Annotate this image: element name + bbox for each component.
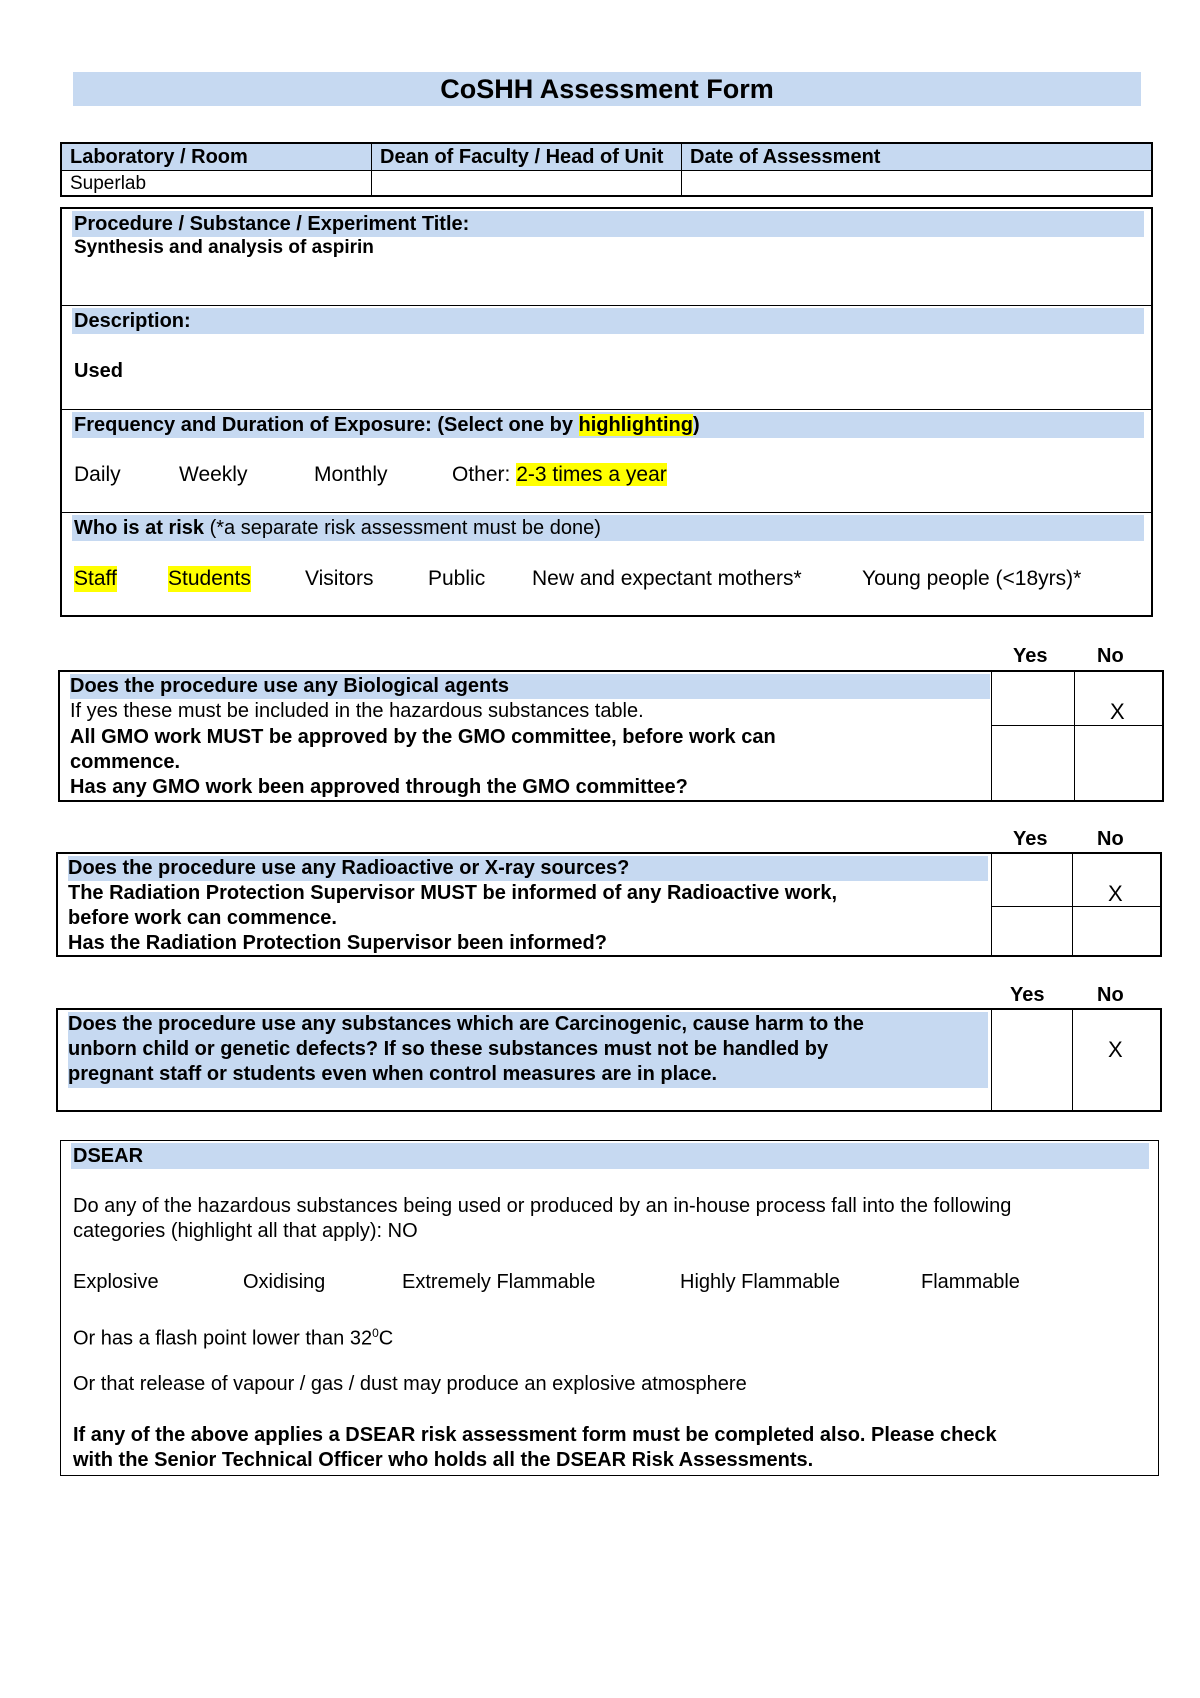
biological-agents-box <box>58 670 1164 802</box>
frequency-section <box>62 410 1151 512</box>
dsear-vapour: Or that release of vapour / gas / dust may produce an explosive atmosphere <box>73 1373 747 1395</box>
radioactive-box <box>56 852 1162 957</box>
dsear-section <box>60 1140 1159 1476</box>
risk-group-young-people[interactable]: Young people (<18yrs)* <box>862 567 1082 590</box>
main-details-block <box>60 207 1153 617</box>
no-column-divider <box>1072 854 1073 955</box>
dsear-warning-line2: with the Senior Technical Officer who holds all the DSEAR Risk Assessments. <box>73 1449 814 1471</box>
gmo-approval-question: Has any GMO work been approved through the GMO committee? <box>70 776 688 798</box>
biological-no-mark[interactable]: X <box>1110 699 1125 724</box>
frequency-option-monthly[interactable]: Monthly <box>314 463 388 486</box>
procedure-section <box>62 209 1151 305</box>
yes-column-divider <box>991 1010 992 1110</box>
procedure-value[interactable]: Synthesis and analysis of aspirin <box>74 237 374 258</box>
frequency-option-weekly[interactable]: Weekly <box>179 463 248 486</box>
dsear-warning-line1: If any of the above applies a DSEAR risk assessment form must be completed also. Please check <box>73 1424 997 1446</box>
radiation-supervisor-question: Has the Radiation Protection Supervisor been informed? <box>68 932 607 954</box>
risk-group-students[interactable]: Students <box>168 567 251 590</box>
dsear-category-oxidising[interactable]: Oxidising <box>243 1271 326 1293</box>
dsear-category-highly-flammable[interactable]: Highly Flammable <box>680 1271 841 1293</box>
frequency-option-other[interactable]: Other: 2-3 times a year <box>452 463 667 486</box>
row-divider <box>991 725 1164 726</box>
frequency-other-value: 2-3 times a year <box>516 463 667 486</box>
yes-column-label: Yes <box>1010 984 1045 1006</box>
dsear-category-extremely-flammable[interactable]: Extremely Flammable <box>402 1271 596 1293</box>
radiation-supervisor-line1: The Radiation Protection Supervisor MUST be informed of any Radioactive work, <box>68 882 838 904</box>
description-label: Description: <box>74 310 191 332</box>
no-column-divider <box>1072 1010 1073 1110</box>
description-header-band <box>72 308 1144 334</box>
lab-label: Laboratory / Room <box>62 144 371 171</box>
no-column-label: No <box>1097 984 1124 1006</box>
risk-group-expectant-mothers[interactable]: New and expectant mothers* <box>532 567 802 590</box>
date-label: Date of Assessment <box>682 144 1151 171</box>
dean-cell <box>372 144 682 195</box>
radioactive-question: Does the procedure use any Radioactive or X-ray sources? <box>68 857 630 879</box>
risk-group-staff[interactable]: Staff <box>74 567 117 590</box>
risk-section <box>62 513 1151 615</box>
biological-note: If yes these must be included in the hazardous substances table. <box>70 700 644 722</box>
frequency-option-daily[interactable]: Daily <box>74 463 121 486</box>
carcinogenic-question-line1: Does the procedure use any substances which are Carcinogenic, cause harm to the <box>68 1013 864 1035</box>
lab-value[interactable]: Superlab <box>70 173 147 194</box>
no-column-divider <box>1074 672 1075 800</box>
radiation-supervisor-line2: before work can commence. <box>68 907 337 929</box>
yes-column-divider <box>991 672 992 800</box>
dsear-category-flammable[interactable]: Flammable <box>921 1271 1020 1293</box>
page-title: CoSHH Assessment Form <box>73 72 1141 106</box>
procedure-label: Procedure / Substance / Experiment Title: <box>74 213 470 235</box>
lab-cell <box>62 144 372 195</box>
biological-question: Does the procedure use any Biological agents <box>70 675 510 697</box>
yes-column-label: Yes <box>1013 828 1048 850</box>
gmo-approval-line1: All GMO work MUST be approved by the GMO committee, before work can <box>70 726 776 748</box>
dsear-flash-point: Or has a flash point lower than $32^0C$ <box>73 1326 394 1350</box>
carcinogenic-no-mark[interactable]: X <box>1108 1037 1123 1062</box>
dean-label: Dean of Faculty / Head of Unit <box>372 144 681 171</box>
risk-group-public[interactable]: Public <box>428 567 486 590</box>
carcinogenic-box <box>56 1008 1162 1112</box>
description-section <box>62 306 1151 409</box>
frequency-label: Frequency and Duration of Exposure: (Select one by highlighting) <box>74 414 700 436</box>
dsear-intro-line1: Do any of the hazardous substances being used or produced by an in-house process fall into the following <box>73 1195 1012 1217</box>
radioactive-no-mark[interactable]: X <box>1108 881 1123 906</box>
info-table <box>60 142 1153 197</box>
no-column-label: No <box>1097 828 1124 850</box>
gmo-approval-line2: commence. <box>70 751 181 773</box>
risk-group-visitors[interactable]: Visitors <box>305 567 374 590</box>
dsear-header-band <box>71 1143 1149 1169</box>
date-cell <box>682 144 1151 195</box>
yes-column-divider <box>991 854 992 955</box>
no-column-label: No <box>1097 645 1124 667</box>
dsear-intro-line2: categories (highlight all that apply): NO <box>73 1220 418 1242</box>
dsear-category-explosive[interactable]: Explosive <box>73 1271 159 1293</box>
carcinogenic-question-line2: unborn child or genetic defects? If so these substances must not be handled by <box>68 1038 829 1060</box>
risk-label: Who is at risk (*a separate risk assessment must be done) <box>74 517 601 539</box>
carcinogenic-question-line3: pregnant staff or students even when control measures are in place. <box>68 1063 718 1085</box>
dsear-label: DSEAR <box>73 1145 144 1167</box>
row-divider <box>991 906 1162 907</box>
description-value[interactable]: Used <box>74 360 123 382</box>
yes-column-label: Yes <box>1013 645 1048 667</box>
